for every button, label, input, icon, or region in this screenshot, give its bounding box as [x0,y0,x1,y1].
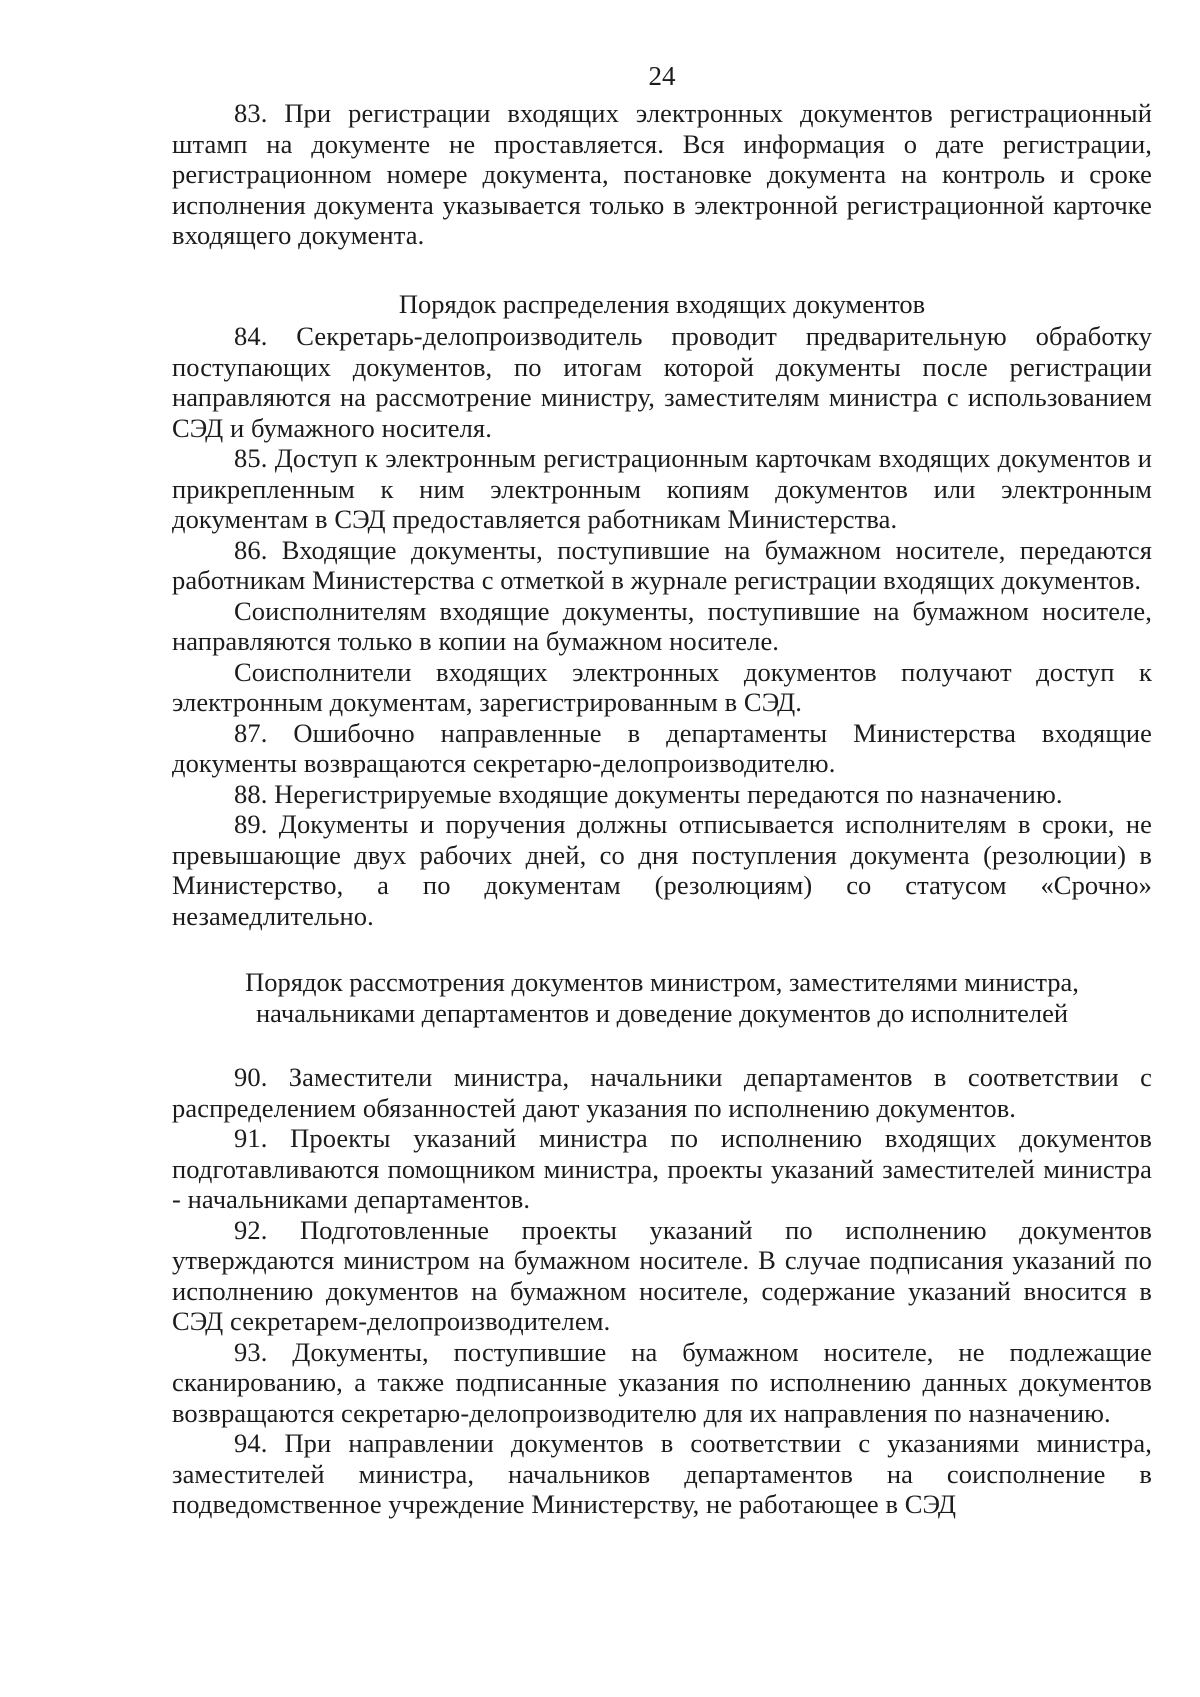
paragraph-93: 93. Документы, поступившие на бумажном носителе, не подлежащие сканированию, а также подписанные указания по исполнению данных документов возвращаются секретарю-делопроизводителю для их направления по назначению. [172,1336,1152,1428]
page-number: 24 [648,61,676,91]
paragraph-85: 85. Доступ к электронным регистрационным карточкам входящих документов и прикрепленным к ним электронным копиям документов или электронным документам в СЭД предоставляется работникам Министерства. [172,443,1152,534]
paragraph-84: 84. Секретарь-делопроизводитель проводит предварительную обработку поступающих документов, по итогам которой документы после регистрации направляются на рассмотрение министру, заместителям министра с использованием СЭД и бумажного носителя. [172,321,1152,443]
paragraph-90: 90. Заместители министра, начальники департаментов в соответствии с распределением обязанностей дают указания по исполнению документов. [172,1062,1152,1123]
section-heading-distribution: Порядок распределения входящих документов [398,288,926,319]
section-heading-review-line-1: Порядок рассмотрения документов министром, заместителями министра, [245,967,1079,997]
paragraph-87: 87. Ошибочно направленные в департаменты Министерства входящие документы возвращаются секретарю-делопроизводителю. [172,717,1152,778]
document-page [172,60,1152,1640]
paragraph-91: 91. Проекты указаний министра по исполнению входящих документов подготавливаются помощником министра, проекты указаний заместителей министра - начальниками департаментов. [172,1123,1152,1214]
paragraph-88: 88. Нерегистрируемые входящие документы передаются по назначению. [234,778,1063,809]
paragraph-86: 86. Входящие документы, поступившие на бумажном носителе, передаются работникам Министерства с отметкой в журнале регистрации входящих документов. [172,534,1152,595]
paragraph-83: 83. При регистрации входящих электронных документов регистрационный штамп на документе не проставляется. Вся информация о дате регистрации, регистрационном номере документа, постановке документа на контроль и сроке исполнения документа указывается только в электронной регистрационной карточке входящего документа. [172,98,1152,250]
paragraph-86-coexecutors-electronic: Соисполнители входящих электронных документов получают доступ к электронным документам, зарегистрированным в СЭД. [172,656,1152,717]
paragraph-86-coexecutors-paper: Соисполнителям входящие документы, поступившие на бумажном носителе, направляются только в копии на бумажном носителе. [172,595,1152,656]
paragraph-92: 92. Подготовленные проекты указаний по исполнению документов утверждаются министром на бумажном носителе. В случае подписания указаний по исполнению документов на бумажном носителе, содержание указаний вносится в СЭД секретарем-делопроизводителем. [172,1214,1152,1336]
paragraph-89: 89. Документы и поручения должны отписывается исполнителям в сроки, не превышающие двух рабочих дней, со дня поступления документа (резолюции) в Министерство, а по документам (резолюциям) со статусом «Срочно» незамедлительно. [172,809,1152,931]
section-heading-review-line-2: начальниками департаментов и доведение документов до исполнителей [255,997,1069,1028]
section-heading-review [172,967,1152,1028]
paragraph-94: 94. При направлении документов в соответствии с указаниями министра, заместителей министра, начальников департаментов на соисполнение в подведомственное учреждение Министерству, не работающее в СЭД [172,1428,1152,1519]
